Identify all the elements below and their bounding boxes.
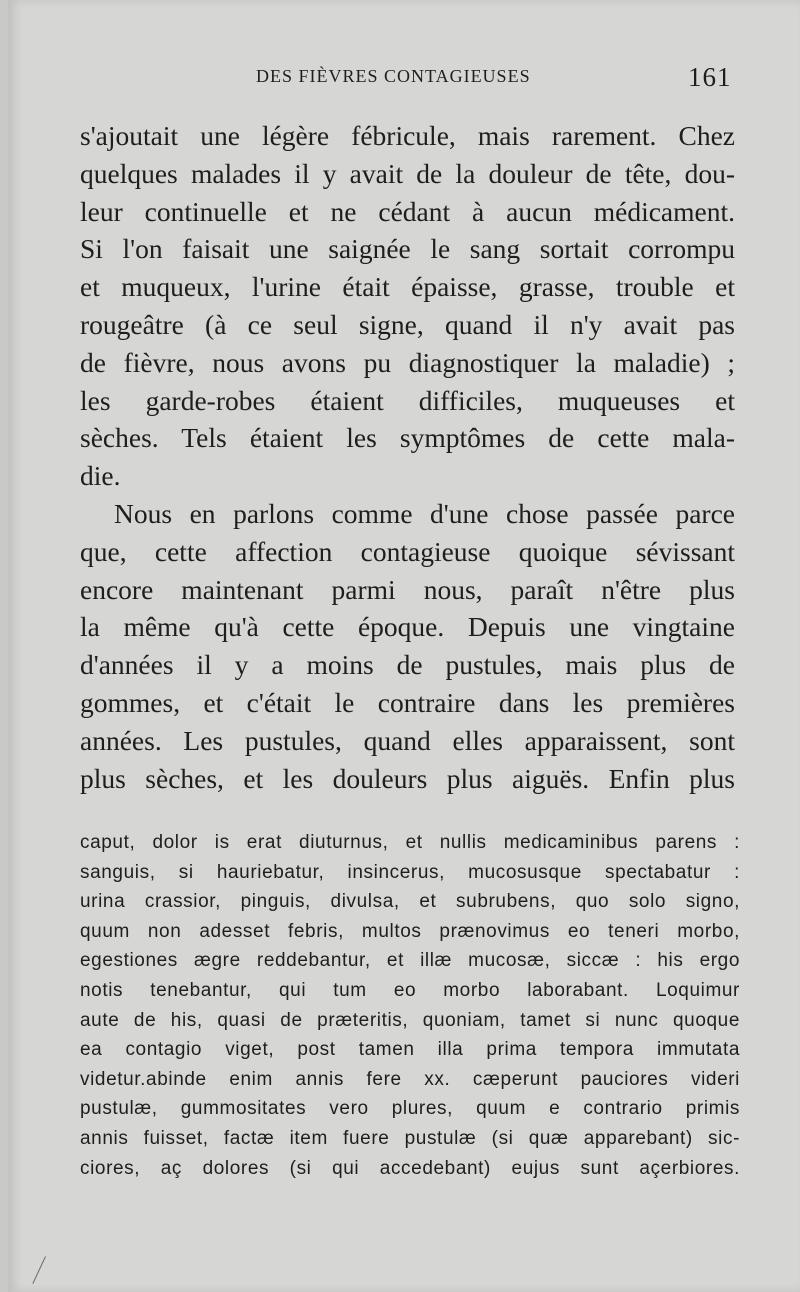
note-line: aute de his, quasi de præteritis, quoniam, tamet si nunc quoque <box>80 1009 740 1031</box>
text-line: Si l'on faisait une saignée le sang sortait corrompu <box>80 233 735 265</box>
note-line: quum non adesset febris, multos prænovimus eo teneri morbo, <box>80 920 740 942</box>
text-line: les garde-robes étaient difficiles, muqueuses et <box>80 384 735 416</box>
text-line: gommes, et c'était le contraire dans les premières <box>80 686 735 718</box>
text-line: Nous en parlons comme d'une chose passée parce <box>114 497 735 529</box>
paragraph-2 <box>80 495 735 797</box>
paragraph-1 <box>80 117 735 495</box>
note-line: sanguis, si hauriebatur, insincerus, mucosusque spectabatur : <box>80 861 740 883</box>
text-line: la même qu'à cette époque. Depuis une vingtaine <box>80 611 735 643</box>
text-line: de fièvre, nous avons pu diagnostiquer la maladie) ; <box>80 346 735 378</box>
note-line: videtur.abinde enim annis fere xx. cæperunt pauciores videri <box>80 1068 740 1090</box>
text-line: rougeâtre (à ce seul signe, quand il n'y avait pas <box>80 308 735 340</box>
note-line: annis fuisset, factæ item fuere pustulæ (si quæ apparebant) sic- <box>80 1127 740 1149</box>
text-line: s'ajoutait une légère fébricule, mais rarement. Chez <box>80 120 735 151</box>
text-line: sèches. Tels étaient les symptômes de cette mala- <box>80 422 735 454</box>
text-line: plus sèches, et les douleurs plus aiguës. Enfin plus <box>80 762 735 794</box>
text-line: que, cette affection contagieuse quoique sévissant <box>80 535 735 567</box>
note-line: caput, dolor is erat diuturnus, et nullis medicaminibus parens : <box>80 832 740 853</box>
book-page <box>8 0 800 1292</box>
note-line: notis tenebantur, qui tum eo morbo laborabant. Loquimur <box>80 979 740 1001</box>
text-line: quelques malades il y avait de la douleur de tête, dou- <box>80 157 735 189</box>
note-line: egestiones ægre reddebantur, et illæ mucosæ, siccæ : his ergo <box>80 950 740 972</box>
text-line: d'années il y a moins de pustules, mais plus de <box>80 649 735 681</box>
page-number: 161 <box>688 62 732 92</box>
text-line: et muqueux, l'urine était épaisse, grasse, trouble et <box>80 271 735 303</box>
running-head <box>8 64 800 94</box>
note-line: urina crassior, pinguis, divulsa, et subrubens, quo solo signo, <box>80 891 740 913</box>
text-line: encore maintenant parmi nous, paraît n'être plus <box>80 573 735 605</box>
note-line: ea contagio viget, post tamen illa prima tempora immutata <box>80 1039 740 1061</box>
main-text <box>80 117 735 797</box>
paper-scratch-mark <box>32 1256 58 1290</box>
text-line: die. <box>80 460 121 492</box>
latin-footnote <box>80 828 740 1183</box>
text-line: années. Les pustules, quand elles apparaissent, sont <box>80 724 735 756</box>
text-line: leur continuelle et ne cédant à aucun médicament. <box>80 195 735 227</box>
note-line: ciores, aç dolores (si qui accedebant) eujus sunt açerbiores. <box>80 1157 740 1179</box>
note-line: pustulæ, gummositates vero plures, quum e contrario primis <box>80 1098 740 1120</box>
running-title: DES FIÈVRES CONTAGIEUSES <box>256 66 531 86</box>
